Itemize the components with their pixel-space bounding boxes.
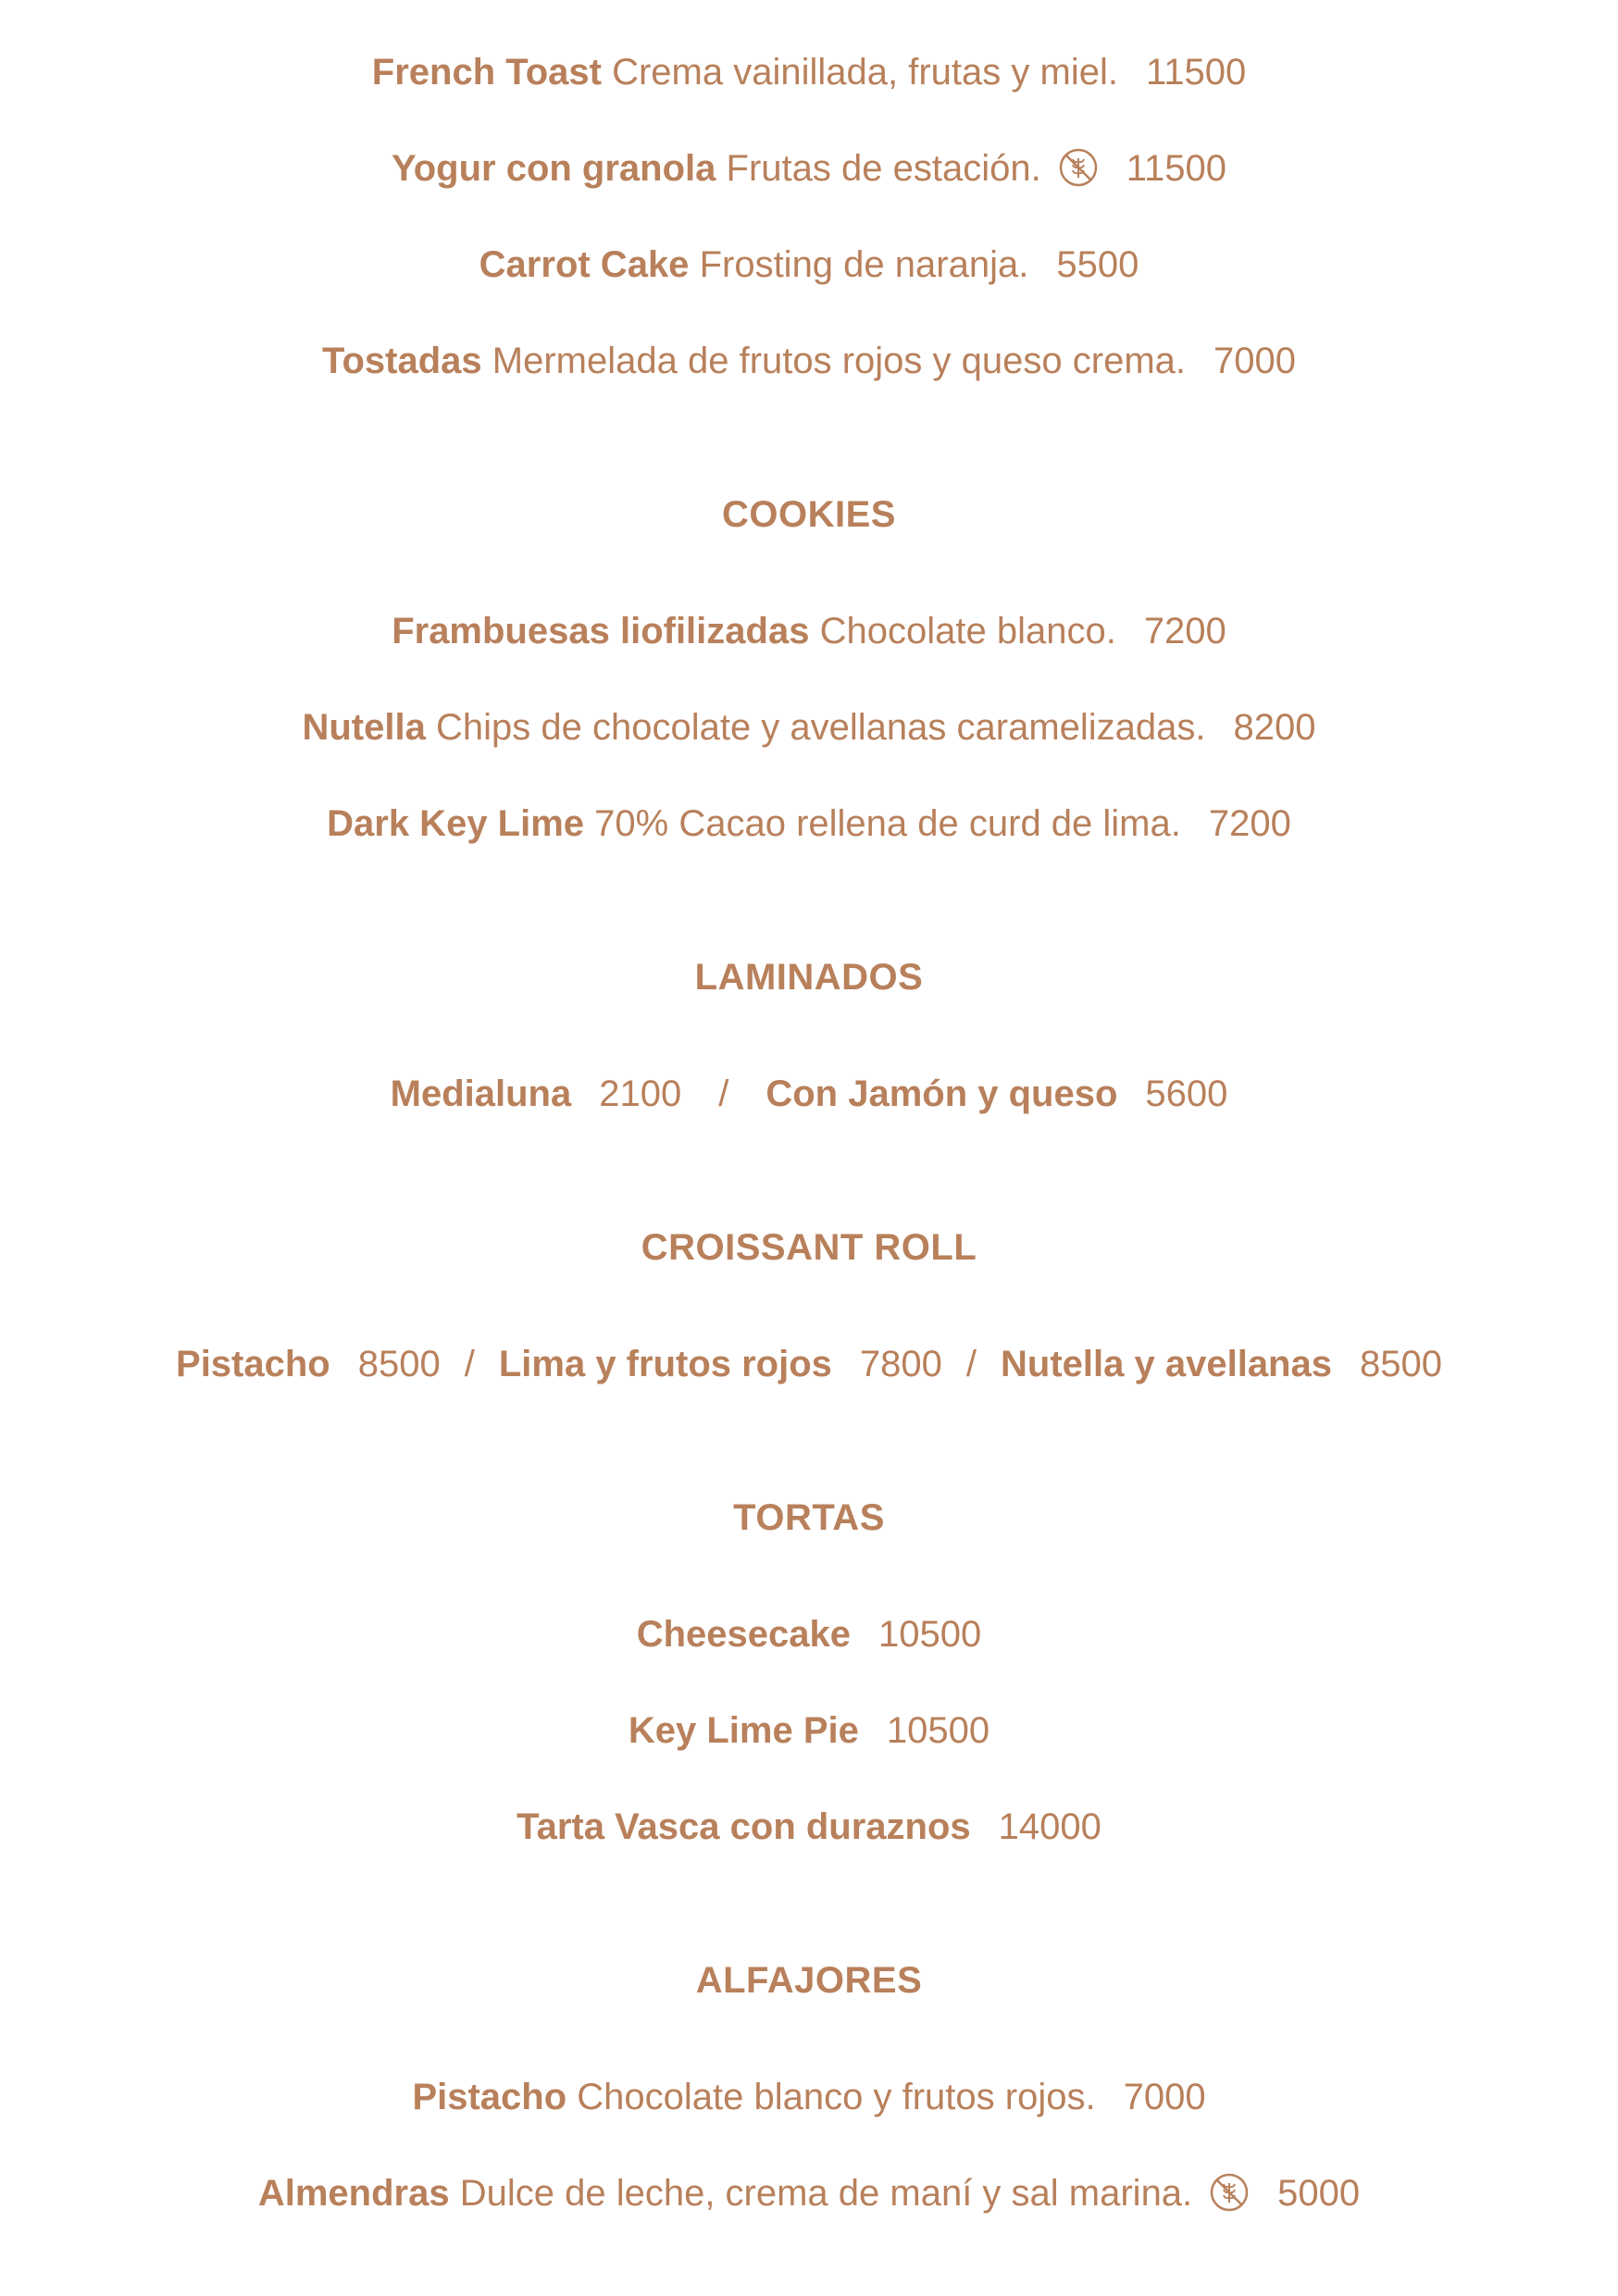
- item-price: 8500: [357, 1344, 441, 1384]
- item-price: 8500: [1359, 1344, 1442, 1384]
- section-title-alfajores: ALFAJORES: [695, 1960, 923, 2001]
- item-price: 10500: [886, 1710, 990, 1751]
- menu-item-frambuesas: [0, 605, 1618, 657]
- item-name: Cheesecake: [636, 1614, 852, 1655]
- item-name: Dark Key Lime: [327, 803, 585, 844]
- item-price: 7000: [1123, 2077, 1206, 2117]
- item-price: 11500: [1145, 52, 1247, 93]
- separator: /: [718, 1074, 729, 1114]
- item-name: Nutella y avellanas: [1001, 1344, 1332, 1384]
- item-price: 5000: [1277, 2173, 1361, 2214]
- item-name: Medialuna: [390, 1074, 572, 1114]
- menu-item-dark-key-lime: [0, 798, 1618, 850]
- item-price: 5600: [1145, 1074, 1228, 1114]
- croissant-roll-row: [0, 1338, 1618, 1390]
- item-price: 7800: [859, 1344, 942, 1384]
- item-name: Yogur con granola: [392, 148, 716, 189]
- item-description: Frutas de estación.: [726, 148, 1041, 189]
- item-description: Chips de chocolate y avellanas caramelizadas.: [435, 707, 1206, 748]
- menu-item-alfajor-almendras: [0, 2167, 1618, 2219]
- menu-item-yogur: [0, 143, 1618, 194]
- menu-item-alfajor-pistacho: [0, 2071, 1618, 2123]
- menu-item-french-toast: [0, 46, 1618, 98]
- item-price: 8200: [1233, 707, 1316, 748]
- item-name: Con Jamón y queso: [765, 1074, 1118, 1114]
- separator: /: [464, 1344, 475, 1384]
- item-price: 10500: [878, 1614, 982, 1655]
- section-title-laminados: LAMINADOS: [694, 957, 924, 998]
- item-price: 7200: [1208, 803, 1291, 844]
- menu-item-cheesecake: [0, 1608, 1618, 1660]
- item-price: 7200: [1143, 611, 1226, 652]
- item-description: Chocolate blanco.: [819, 611, 1116, 652]
- menu-item-key-lime-pie: [0, 1705, 1618, 1756]
- menu-item-tarta-vasca: [0, 1801, 1618, 1853]
- menu-item-tostadas: [0, 335, 1618, 387]
- menu-item-carrot-cake: [0, 239, 1618, 291]
- item-name: Key Lime Pie: [628, 1710, 859, 1751]
- separator: /: [965, 1344, 977, 1384]
- item-price: 7000: [1214, 341, 1296, 381]
- item-price: 5500: [1056, 244, 1139, 285]
- item-description: Chocolate blanco y frutos rojos.: [577, 2077, 1096, 2117]
- item-name: Tostadas: [322, 341, 482, 381]
- item-price: 2100: [599, 1074, 682, 1114]
- item-description: Frosting de naranja.: [699, 244, 1029, 285]
- item-price: 14000: [998, 1806, 1101, 1847]
- item-name: Pistacho: [176, 1344, 330, 1384]
- gluten-free-icon: [1058, 147, 1099, 188]
- item-name: Frambuesas liofilizadas: [392, 611, 810, 652]
- laminados-row: [0, 1068, 1618, 1120]
- item-name: French Toast: [371, 52, 602, 93]
- item-name: Tarta Vasca con duraznos: [517, 1806, 971, 1847]
- item-name: Lima y frutos rojos: [498, 1344, 832, 1384]
- gluten-free-icon: [1209, 2172, 1250, 2213]
- menu-item-nutella-cookie: [0, 701, 1618, 753]
- item-description: 70% Cacao rellena de curd de lima.: [594, 803, 1181, 844]
- item-price: 11500: [1126, 148, 1226, 189]
- item-name: Almendras: [257, 2173, 450, 2214]
- section-title-cookies: COOKIES: [722, 494, 896, 535]
- item-name: Carrot Cake: [479, 244, 690, 285]
- item-description: Crema vainillada, frutas y miel.: [612, 52, 1118, 93]
- item-description: Dulce de leche, crema de maní y sal marina.: [459, 2173, 1193, 2214]
- item-description: Mermelada de frutos rojos y queso crema.: [492, 341, 1186, 381]
- section-title-tortas: TORTAS: [733, 1497, 885, 1538]
- item-name: Pistacho: [412, 2077, 567, 2117]
- item-name: Nutella: [302, 707, 426, 748]
- section-title-croissant-roll: CROISSANT ROLL: [641, 1227, 977, 1268]
